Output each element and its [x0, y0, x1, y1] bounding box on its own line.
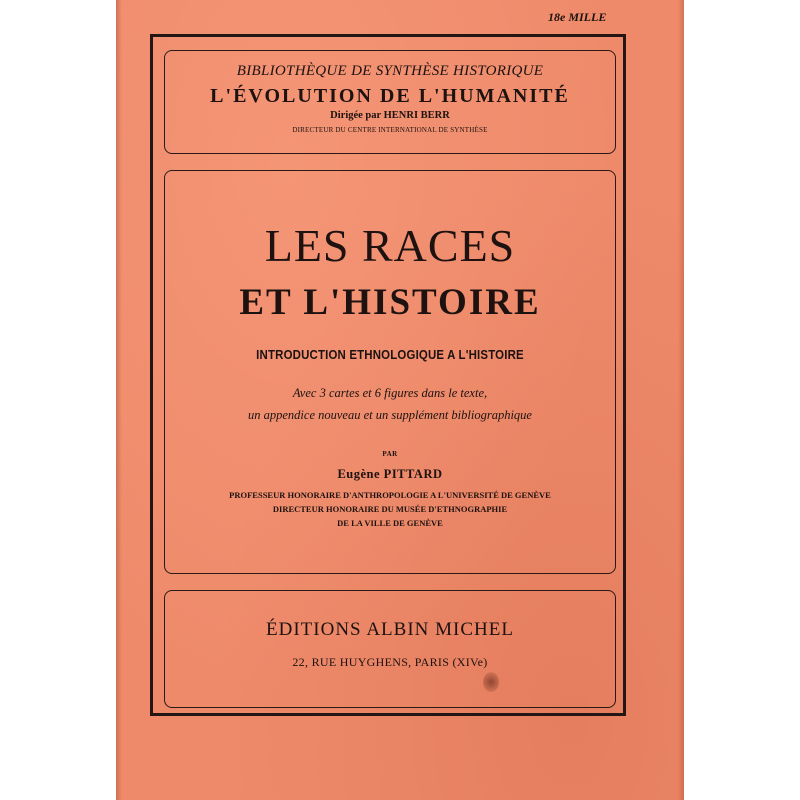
header-panel	[164, 50, 616, 154]
book-title-line-2: ET L'HISTOIRE	[239, 282, 541, 323]
book-title-line-1: LES RACES	[264, 220, 516, 271]
collection-name: BIBLIOTHÈQUE DE SYNTHÈSE HISTORIQUE	[236, 63, 544, 79]
editor-role: DIRECTEUR DU CENTRE INTERNATIONAL DE SYNTHÈSE	[292, 126, 488, 134]
series-title: L'ÉVOLUTION DE L'HUMANITÉ	[210, 85, 570, 107]
publisher-panel	[164, 590, 616, 708]
title-panel	[164, 170, 616, 574]
print-run-label: 18e MILLE	[548, 10, 607, 24]
description-line-2: un appendice nouveau et un supplément bibliographique	[248, 408, 532, 422]
author-affiliation-2: DIRECTEUR HONORAIRE DU MUSÉE D'ETHNOGRAPHIE	[272, 504, 508, 514]
publisher-address: 22, RUE HUYGHENS, PARIS (XIVe)	[292, 655, 488, 669]
author-affiliation-3: DE LA VILLE DE GENÈVE	[337, 518, 443, 528]
author-affiliation-1: PROFESSEUR HONORAIRE D'ANTHROPOLOGIE A L'UNIVERSITÉ DE GENÈVE	[229, 490, 551, 500]
description-line-1: Avec 3 cartes et 6 figures dans le texte,	[292, 386, 488, 400]
book-subtitle: INTRODUCTION ETHNOLOGIQUE A L'HISTOIRE	[256, 347, 524, 362]
cover-right-edge	[678, 0, 684, 800]
ink-stain	[483, 672, 499, 692]
series-editor: Dirigée par HENRI BERR	[330, 110, 450, 121]
cover-left-edge	[116, 0, 122, 800]
publisher-name: ÉDITIONS ALBIN MICHEL	[266, 619, 514, 640]
by-label: PAR	[382, 450, 398, 458]
author-name: Eugène PITTARD	[337, 467, 443, 481]
